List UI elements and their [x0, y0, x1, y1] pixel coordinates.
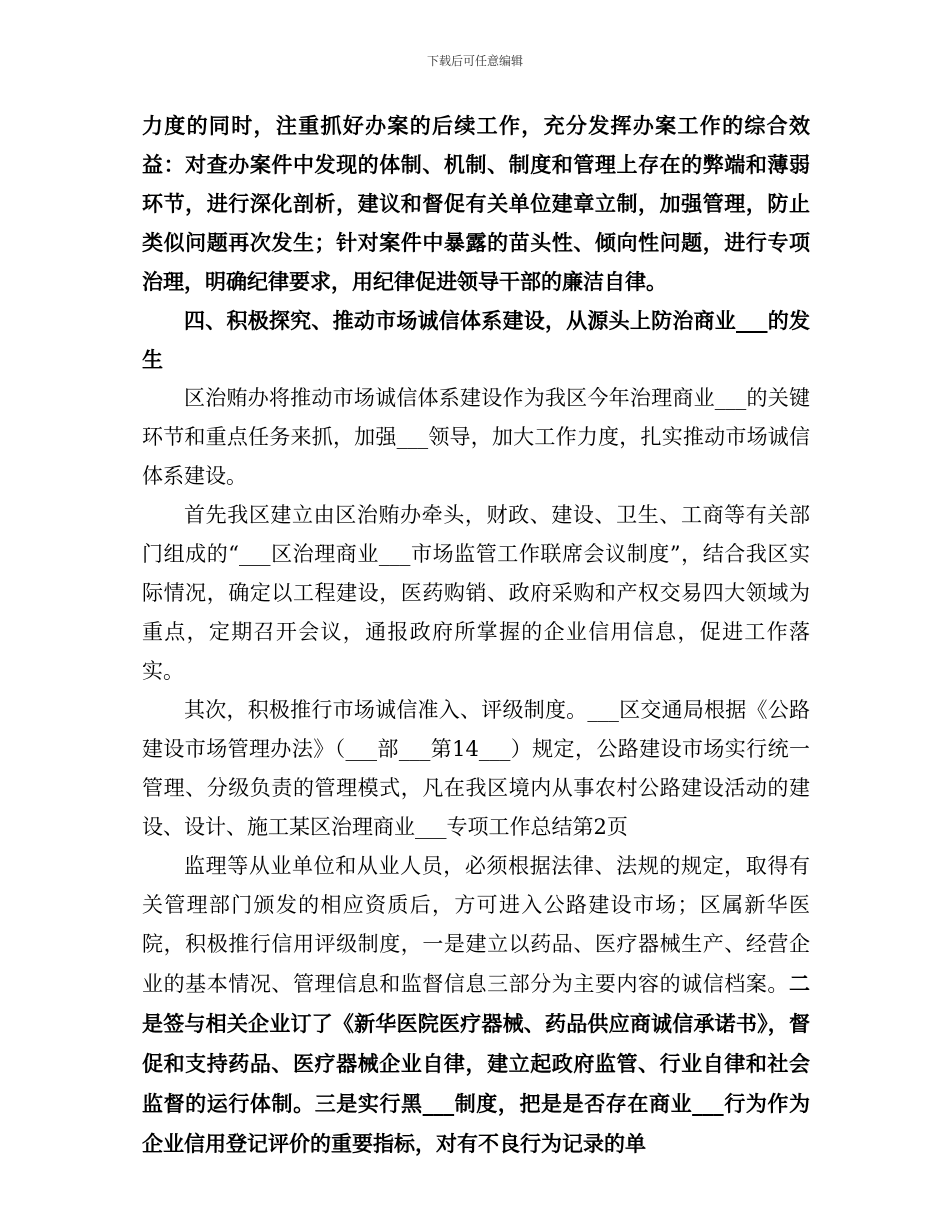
paragraph-6-normal: 监理等从业单位和从业人员，必须根据法律、法规的规定，取得有关管理部门颁发的相应资质后，方可进入公路建设市场；区属新华医院，积极推行信用评级制度，一是建立以药品、医疗器械生产、经营企业的基本情况、管理信息和监督信息三部分为主要内容的诚信档案。 [142, 854, 810, 996]
paragraph-4: 首先我区建立由区治贿办牵头，财政、建设、卫生、工商等有关部门组成的“___区治理商业___市场监管工作联席会议制度”，结合我区实际情况，确定以工程建设，医药购销、政府采购和产权交易四大领域为重点，定期召开会议，通报政府所掌握的企业信用信息，促进工作落实。 [142, 503, 810, 683]
paragraph-3: 区治贿办将推动市场诚信体系建设作为我区今年治理商业___的关键环节和重点任务来抓，加强___领导，加大工作力度，扎实推动市场诚信体系建设。 [142, 386, 810, 488]
paragraph-5: 其次，积极推行市场诚信准入、评级制度。___区交通局根据《公路建设市场管理办法》（___部___第14___）规定，公路建设市场实行统一管理、分级负责的管理模式，凡在我区境内从事农村公路建设活动的建设、设计、施工某区治理商业___专项工作总结第2页 [142, 698, 810, 839]
page-header: 下载后可任意编辑 [426, 54, 523, 68]
paragraph-6-bold: 二是签与相关企业订了《新华医院医疗器械、药品供应商诚信承诺书》，督促和支持药品、医疗器械企业自律，建立起政府监管、行业自律和社会监督的运行体制。三是实行黑___制度，把是是否存在商业___行为作为企业信用登记评价的重要指标，对有不良行为记录的单 [142, 971, 810, 1156]
paragraph-1: 力度的同时，注重抓好办案的后续工作，充分发挥办案工作的综合效益：对查办案件中发现的体制、机制、制度和管理上存在的弊端和薄弱环节，进行深化剖析，建议和督促有关单位建章立制，加强管理，防止类似问题再次发生；针对案件中暴露的苗头性、倾向性问题，进行专项治理，明确纪律要求，用纪律促进领导干部的廉洁自律。 [142, 113, 810, 294]
document-body [142, 106, 810, 1164]
paragraph-6 [142, 847, 810, 1164]
section-heading-4: 四、积极探究、推动市场诚信体系建设，从源头上防治商业___的发生 [142, 308, 810, 372]
